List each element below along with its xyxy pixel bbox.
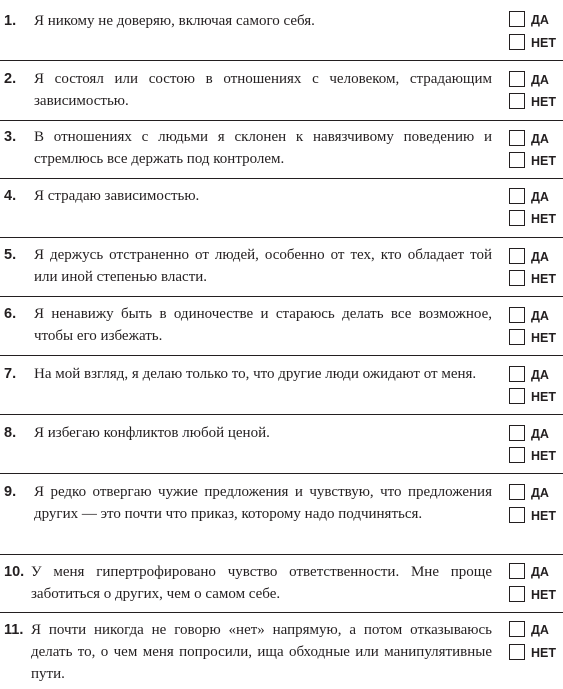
no-checkbox[interactable] [509, 93, 525, 109]
no-checkbox[interactable] [509, 388, 525, 404]
no-checkbox[interactable] [509, 210, 525, 226]
no-checkbox[interactable] [509, 586, 525, 602]
no-label: НЕТ [531, 154, 556, 168]
divider [0, 60, 563, 61]
divider [0, 178, 563, 179]
no-checkbox[interactable] [509, 270, 525, 286]
yes-label: ДА [531, 13, 549, 27]
yes-checkbox[interactable] [509, 248, 525, 264]
divider [0, 473, 563, 474]
question-number: 4. [4, 188, 17, 204]
divider [0, 120, 563, 121]
yes-label: ДА [531, 132, 549, 146]
yes-label: ДА [531, 427, 549, 441]
no-label: НЕТ [531, 212, 556, 226]
question-text: Я держусь отстраненно от людей, особенно от тех, кто обладает той или иной степенью власти. [34, 247, 492, 285]
question-number: 10. [4, 564, 25, 580]
yes-checkbox[interactable] [509, 621, 525, 637]
no-label: НЕТ [531, 390, 556, 404]
question-text: У меня гипертрофировано чувство ответственности. Мне проще заботиться о других, чем о самом себе. [31, 564, 492, 602]
divider [0, 237, 563, 238]
yes-label: ДА [531, 623, 549, 637]
yes-checkbox[interactable] [509, 11, 525, 27]
no-checkbox[interactable] [509, 507, 525, 523]
no-label: НЕТ [531, 272, 556, 286]
question-text: Я состоял или состою в отношениях с человеком, страдающим зависимостью. [34, 71, 492, 109]
question-number: 2. [4, 71, 17, 87]
no-label: НЕТ [531, 449, 556, 463]
question-text: Я почти никогда не говорю «нет» напрямую, а потом отказываюсь делать то, о чем меня попросили, ища обходные или манипулятивные пути. [31, 622, 492, 682]
no-checkbox[interactable] [509, 152, 525, 168]
divider [0, 554, 563, 555]
yes-checkbox[interactable] [509, 71, 525, 87]
question-text: На мой взгляд, я делаю только то, что другие люди ожидают от меня. [34, 366, 477, 382]
yes-label: ДА [531, 309, 549, 323]
question-number: 5. [4, 247, 17, 263]
yes-checkbox[interactable] [509, 425, 525, 441]
yes-label: ДА [531, 190, 549, 204]
yes-checkbox[interactable] [509, 307, 525, 323]
question-number: 11. [4, 622, 24, 638]
question-text: Я ненавижу быть в одиночестве и стараюсь делать все возможное, чтобы его избежать. [34, 306, 492, 344]
yes-checkbox[interactable] [509, 563, 525, 579]
yes-label: ДА [531, 486, 549, 500]
question-number: 7. [4, 366, 17, 382]
no-checkbox[interactable] [509, 329, 525, 345]
question-number: 6. [4, 306, 17, 322]
question-number: 9. [4, 484, 17, 500]
no-label: НЕТ [531, 36, 556, 50]
question-number: 1. [4, 13, 17, 29]
question-text: Я редко отвергаю чужие предложения и чувствую, что предложения других — это почти что приказ, которому надо подчиняться. [34, 484, 492, 522]
no-label: НЕТ [531, 331, 556, 345]
yes-label: ДА [531, 565, 549, 579]
divider [0, 414, 563, 415]
yes-label: ДА [531, 368, 549, 382]
question-text: Я избегаю конфликтов любой ценой. [34, 425, 270, 441]
divider [0, 355, 563, 356]
yes-checkbox[interactable] [509, 130, 525, 146]
question-text: Я никому не доверяю, включая самого себя. [34, 13, 315, 29]
question-number: 8. [4, 425, 17, 441]
yes-checkbox[interactable] [509, 366, 525, 382]
yes-checkbox[interactable] [509, 484, 525, 500]
divider [0, 296, 563, 297]
yes-checkbox[interactable] [509, 188, 525, 204]
no-checkbox[interactable] [509, 34, 525, 50]
question-text: В отношениях с людьми я склонен к навязчивому поведению и стремлюсь все держать под контролем. [34, 129, 492, 167]
no-label: НЕТ [531, 509, 556, 523]
no-label: НЕТ [531, 588, 556, 602]
question-number: 3. [4, 129, 17, 145]
yes-label: ДА [531, 73, 549, 87]
no-label: НЕТ [531, 95, 556, 109]
question-text: Я страдаю зависимостью. [34, 188, 200, 204]
divider [0, 612, 563, 613]
no-label: НЕТ [531, 646, 556, 660]
no-checkbox[interactable] [509, 447, 525, 463]
no-checkbox[interactable] [509, 644, 525, 660]
yes-label: ДА [531, 250, 549, 264]
